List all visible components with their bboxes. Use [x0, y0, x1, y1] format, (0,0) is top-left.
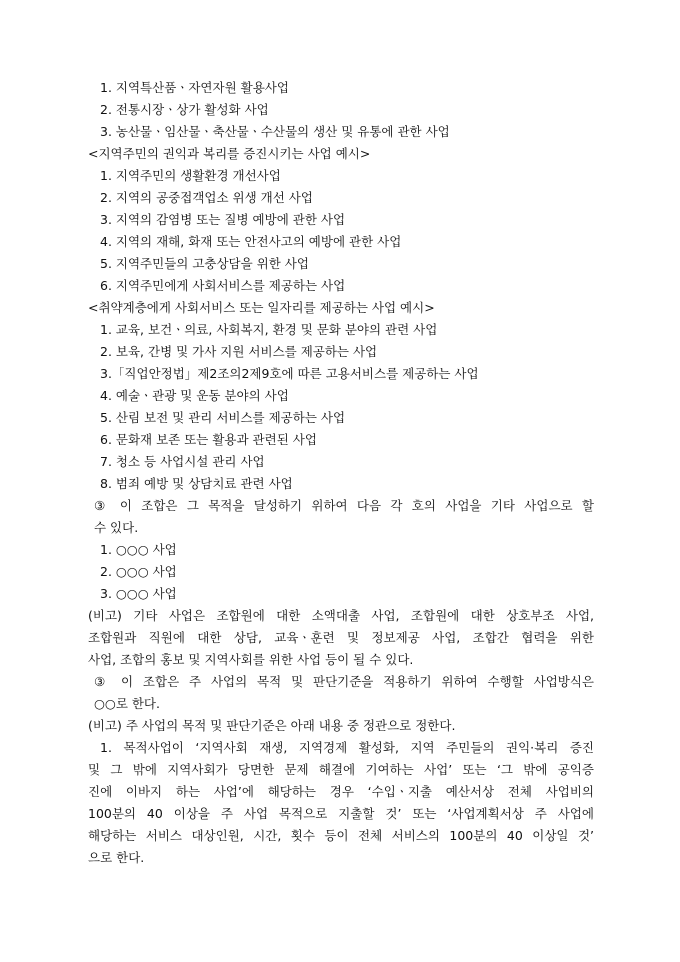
list-item: 1. ○○○ 사업: [100, 542, 177, 557]
list-item: 4. 지역의 재해, 화재 또는 안전사고의 예방에 관한 사업: [100, 234, 402, 249]
list-item: 6. 문화재 보존 또는 활용과 관련된 사업: [100, 432, 317, 447]
note-line: 조합원과 직원에 대한 상담, 교육ㆍ훈련 및 정보제공 사업, 조합간 협력을 위한: [88, 630, 594, 645]
list-item: 7. 청소 등 사업시설 관리 사업: [100, 454, 265, 469]
list-item: 3.「직업안정법」제2조의2제9호에 따른 고용서비스를 제공하는 사업: [100, 366, 479, 381]
list-item: 4. 예술ㆍ관광 및 운동 분야의 사업: [100, 388, 289, 403]
paragraph-line: ○○로 한다.: [94, 696, 160, 711]
list-item: 5. 산림 보전 및 관리 서비스를 제공하는 사업: [100, 410, 346, 425]
list-item: 1. 교육, 보건ㆍ의료, 사회복지, 환경 및 문화 분야의 관련 사업: [100, 322, 438, 337]
note-item-line: 100분의 40 이상을 주 사업 목적으로 지출할 것’ 또는 ‘사업계획서상 주 사업에: [88, 806, 594, 821]
note-item-line: 진에 이바지 하는 사업’에 해당하는 경우 ‘수입ㆍ지출 예산서상 전체 사업비의: [88, 784, 594, 799]
list-item: 3. 지역의 감염병 또는 질병 예방에 관한 사업: [100, 212, 346, 227]
paragraph-line: ③ 이 조합은 그 목적을 달성하기 위하여 다음 각 호의 사업을 기타 사업으로 할: [94, 498, 594, 513]
list-item: 3. ○○○ 사업: [100, 586, 177, 601]
section-heading: <취약계층에게 사회서비스 또는 일자리를 제공하는 사업 예시>: [88, 300, 435, 315]
list-item: 2. 전통시장ㆍ상가 활성화 사업: [100, 102, 269, 117]
paragraph-line: 수 있다.: [94, 520, 139, 535]
list-item: 2. 지역의 공중접객업소 위생 개선 사업: [100, 190, 313, 205]
list-item: 5. 지역주민들의 고충상담을 위한 사업: [100, 256, 309, 271]
list-item: 2. ○○○ 사업: [100, 564, 177, 579]
section-heading: <지역주민의 권익과 복리를 증진시키는 사업 예시>: [88, 146, 371, 161]
note-line: (비고) 기타 사업은 조합원에 대한 소액대출 사업, 조합원에 대한 상호부조 사업,: [88, 608, 594, 623]
list-item: 1. 지역특산품ㆍ자연자원 활용사업: [100, 80, 289, 95]
note-line: 사업, 조합의 홍보 및 지역사회를 위한 사업 등이 될 수 있다.: [88, 652, 414, 667]
list-item: 2. 보육, 간병 및 가사 지원 서비스를 제공하는 사업: [100, 344, 378, 359]
paragraph-line: ③ 이 조합은 주 사업의 목적 및 판단기준을 적용하기 위하여 수행할 사업방식은: [94, 674, 594, 689]
note-item-line: 및 그 밖에 지역사회가 당면한 문제 해결에 기여하는 사업’ 또는 ‘그 밖에 공익증: [88, 762, 594, 777]
note-item-line: 1. 목적사업이 ‘지역사회 재생, 지역경제 활성화, 지역 주민들의 권익·복리 증진: [100, 740, 594, 755]
note-item-line: 해당하는 서비스 대상인원, 시간, 횟수 등이 전체 서비스의 100분의 40 이상일 것’: [88, 828, 594, 843]
note-line: (비고) 주 사업의 목적 및 판단기준은 아래 내용 중 정관으로 정한다.: [88, 718, 456, 733]
list-item: 3. 농산물ㆍ임산물ㆍ축산물ㆍ수산물의 생산 및 유통에 관한 사업: [100, 124, 450, 139]
list-item: 6. 지역주민에게 사회서비스를 제공하는 사업: [100, 278, 346, 293]
list-item: 1. 지역주민의 생활환경 개선사업: [100, 168, 281, 183]
note-item-line: 으로 한다.: [88, 850, 145, 865]
list-item: 8. 범죄 예방 및 상담치료 관련 사업: [100, 476, 293, 491]
